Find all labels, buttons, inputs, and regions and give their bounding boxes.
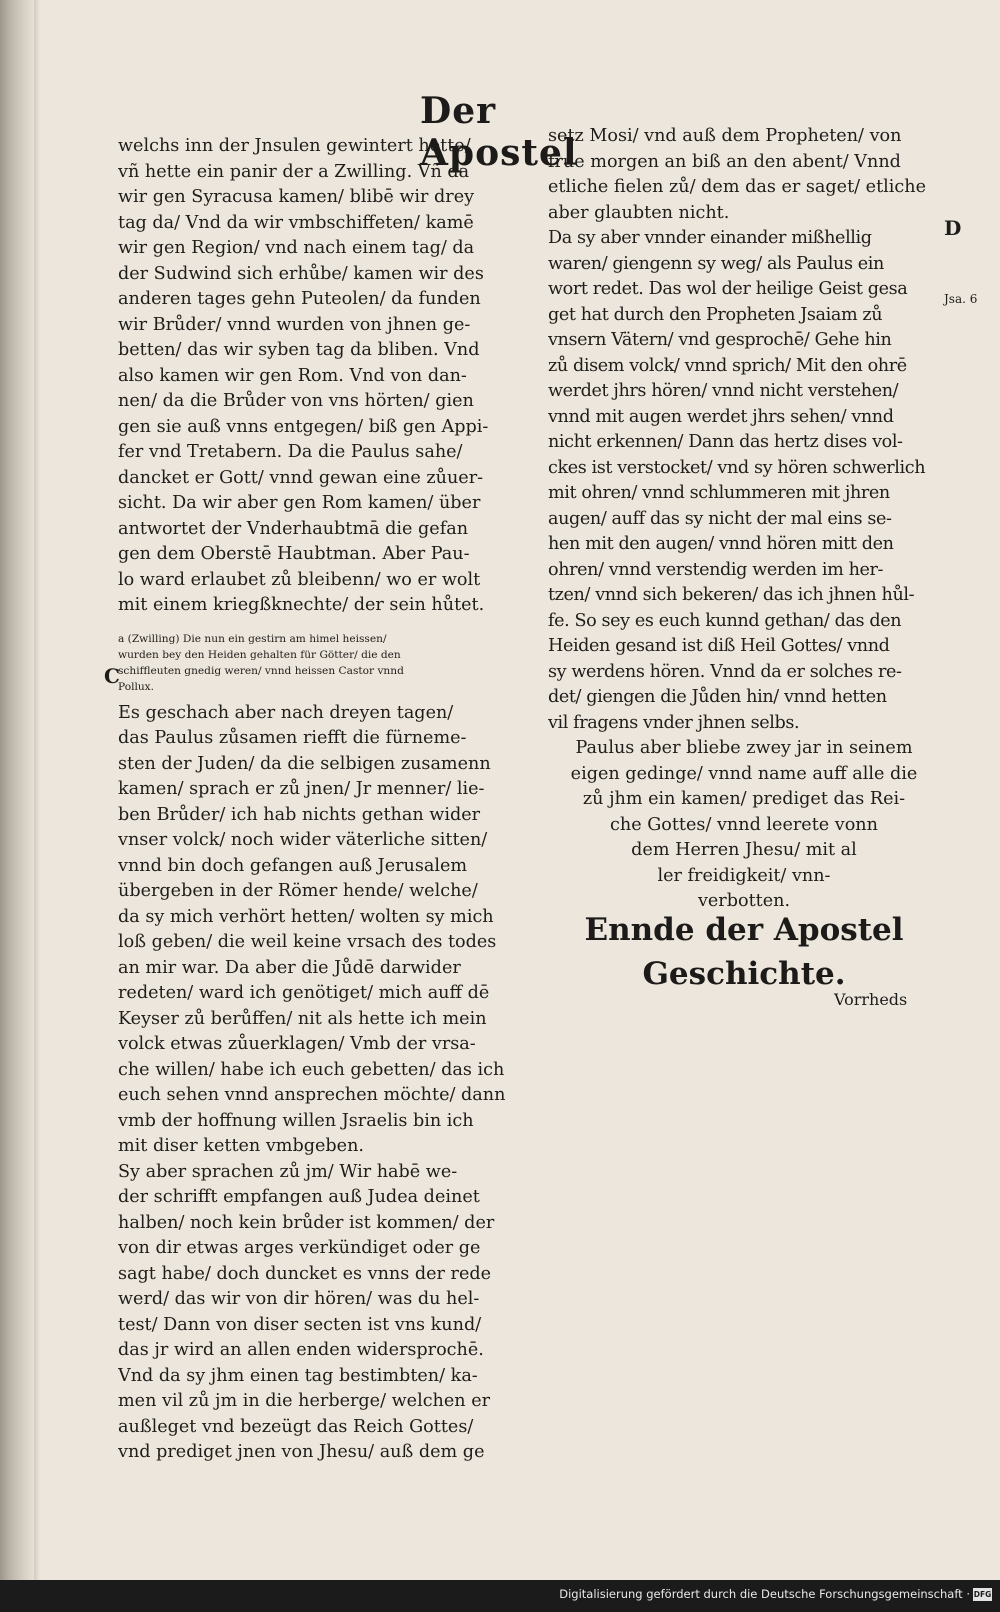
text-line: schiffleuten gnedig weren/ vnnd heissen Castor vnnd (118, 664, 404, 677)
left-text-top (118, 134, 548, 619)
text-line: get hat durch den Propheten Jsaiam zů (548, 304, 883, 325)
text-line: fe. So sey es euch kunnd gethan/ das den (548, 610, 902, 631)
text-line: also kamen wir gen Rom. Vnd von dan- (118, 365, 467, 386)
text-line: das Paulus zůsamen riefft die fürneme- (118, 728, 467, 748)
text-line: übergeben in der Römer hende/ welche/ (118, 881, 478, 901)
text-line: che Gottes/ vnnd leerete vonn (610, 814, 878, 835)
text-line: fer vnd Tretabern. Da die Paulus sahe/ (118, 442, 463, 462)
right-text-middle (548, 226, 940, 736)
left-text-bottom (118, 701, 548, 1466)
text-line: antwortet der Vnderhaubtmā die gefan (118, 518, 469, 539)
footer-bar (0, 1580, 1000, 1612)
text-line: gen sie auß vnns entgegen/ biß gen Appi- (118, 416, 489, 437)
text-line: augen/ auff das sy nicht der mal eins se- (548, 508, 892, 529)
text-line: werd/ das wir von dir hören/ was du hel- (118, 1289, 480, 1309)
side-reference: Jsa. 6 (944, 292, 978, 306)
section-marker-d: D (944, 216, 962, 240)
text-line: ben Brůder/ ich hab nichts gethan wider (118, 804, 481, 825)
text-line: wort redet. Das wol der heilige Geist gesa (548, 279, 908, 299)
text-line: mit ohren/ vnnd schlummeren mit jhren (548, 483, 890, 503)
text-line: Heiden gesand ist diß Heil Gottes/ vnnd (548, 636, 890, 656)
text-line: sten der Juden/ da die selbigen zusamenn (118, 753, 491, 774)
text-line: werdet jhrs hören/ vnnd nicht verstehen/ (548, 381, 899, 401)
text-line: wir Brůder/ vnnd wurden von jhnen ge- (118, 314, 471, 335)
text-line: men vil zů jm in die herberge/ welchen er (118, 1391, 491, 1411)
text-line: zů jhm ein kamen/ prediget das Rei- (582, 789, 906, 809)
end-title-line-1: Ennde der Apostel (584, 912, 904, 948)
text-line: der schrifft empfangen auß Judea deinet (118, 1187, 480, 1207)
text-line: anderen tages gehn Puteolen/ da funden (118, 289, 481, 309)
text-line: außleget vnd bezeügt das Reich Gottes/ (118, 1416, 474, 1437)
text-line: ckes ist verstocket/ vnd sy hören schwerlich (548, 457, 926, 478)
text-line: sagt habe/ doch duncket es vnns der rede (118, 1263, 492, 1284)
text-line: ler freidigkeit/ vnn- (657, 865, 831, 886)
text-line: vnsern Vätern/ vnd gesprochē/ Gehe hin (548, 330, 892, 350)
section-marker-c: C (104, 664, 120, 688)
text-line: Es geschach aber nach dreyen tagen/ (118, 702, 454, 723)
text-line: wurden bey den Heiden gehalten für Götter/ die den (118, 648, 401, 661)
text-line: test/ Dann von diser secten ist vns kund/ (118, 1314, 482, 1335)
text-line: betten/ das wir syben tag da bliben. Vnd (118, 340, 480, 360)
running-title: Der Apostel (420, 90, 578, 174)
text-line: Paulus aber bliebe zwey jar in seinem (575, 738, 913, 758)
right-text-end (548, 736, 940, 915)
text-line: ohren/ vnnd verstendig werden im her- (548, 559, 884, 580)
text-line: dancket er Gott/ vnnd gewan eine zůuer- (118, 467, 484, 488)
text-line: vnser volck/ noch wider väterliche sitten/ (118, 830, 488, 850)
text-line: Vnd da sy jhm einen tag bestimbten/ ka- (118, 1365, 478, 1386)
text-line: vñ hette ein panir der a Zwilling. Vñ da (118, 161, 470, 182)
text-line: nen/ da die Brůder von vns hörten/ gien (118, 391, 474, 411)
left-column (118, 134, 548, 1466)
text-line: euch sehen vnnd ansprechen möchte/ dann (118, 1085, 506, 1105)
text-line: an mir war. Da aber die Jůdē darwider (118, 957, 461, 978)
gutter-shadow (34, 0, 40, 1580)
text-line: aber glaubten nicht. (548, 202, 730, 223)
text-line: lo ward erlaubet zů bleibenn/ wo er wolt (118, 569, 481, 590)
text-line: Pollux. (118, 680, 155, 693)
text-line: zů disem volck/ vnnd sprich/ Mit den ohrē (548, 355, 907, 376)
text-line: mit diser ketten vmbgeben. (118, 1136, 365, 1156)
text-line: tag da/ Vnd da wir vmbschiffeten/ kamē (118, 212, 474, 233)
text-line: sicht. Da wir aber gen Rom kamen/ über (118, 493, 481, 513)
text-line: vil fragens vnder jhnen selbs. (548, 712, 800, 733)
text-line: vnnd mit augen werdet jhrs sehen/ vnnd (548, 406, 894, 427)
text-line: da sy mich verhört hetten/ wolten sy mich (118, 906, 494, 927)
text-line: a (Zwilling) Die nun ein gestirn am himel heissen/ (118, 632, 387, 645)
text-line: waren/ giengenn sy weg/ als Paulus ein (548, 253, 884, 274)
text-line: nicht erkennen/ Dann das hertz dises vol- (548, 432, 903, 452)
text-line: wir gen Region/ vnd nach einem tag/ da (118, 238, 475, 258)
text-line: von dir etwas arges verkündiget oder ge (118, 1238, 481, 1258)
text-line: welchs inn der Jnsulen gewintert hette/ (118, 136, 471, 156)
book-gutter (0, 0, 34, 1580)
text-line: hen mit den augen/ vnnd hören mitt den (548, 534, 894, 554)
text-line: setz Mosi/ vnd auß dem Propheten/ von (548, 126, 902, 146)
text-line: mit einem kriegßknechte/ der sein hůtet. (118, 595, 485, 615)
text-line: etliche fielen zů/ dem das er saget/ etliche (548, 177, 927, 197)
text-line: wir gen Syracusa kamen/ blibē wir drey (118, 187, 475, 207)
footer-credit: Digitalisierung gefördert durch die Deutsche Forschungsgemeinschaft · (559, 1587, 970, 1601)
right-column (548, 124, 940, 915)
text-line: tzen/ vnnd sich bekeren/ das ich jhnen hůl- (548, 585, 915, 605)
end-title (548, 908, 940, 996)
text-line: che willen/ habe ich euch gebetten/ das ich (118, 1059, 505, 1080)
text-line: det/ giengen die Jůden hin/ vnnd hetten (548, 687, 887, 707)
catchword: Vorrheds (834, 990, 908, 1009)
text-line: verbotten. (697, 891, 791, 911)
text-line: das jr wird an allen enden widersprochē. (118, 1340, 484, 1360)
end-title-line-2: Geschichte. (642, 956, 846, 992)
text-line: dem Herren Jhesu/ mit al (631, 840, 857, 860)
text-line: sy werdens hören. Vnnd da er solches re- (548, 661, 902, 682)
text-line: eigen gedinge/ vnnd name auff alle die (570, 763, 918, 784)
text-line: loß geben/ die weil keine vrsach des todes (118, 932, 497, 952)
text-line: gen dem Oberstē Haubtman. Aber Pau- (118, 544, 470, 564)
right-text-top (548, 124, 940, 226)
text-line: volck etwas zůuerklagen/ Vmb der vrsa- (118, 1034, 476, 1054)
text-line: frue morgen an biß an den abent/ Vnnd (548, 151, 901, 172)
text-line: redeten/ ward ich genötiget/ mich auff dē (118, 983, 490, 1003)
text-line: vnnd bin doch gefangen auß Jerusalem (118, 855, 468, 876)
text-line: Sy aber sprachen zů jm/ Wir habē we- (118, 1161, 458, 1182)
text-line: der Sudwind sich erhůbe/ kamen wir des (118, 263, 484, 284)
dfg-logo-icon: DFG (973, 1590, 992, 1599)
text-line: kamen/ sprach er zů jnen/ Jr menner/ lie- (118, 779, 485, 799)
text-line: Keyser zů berůffen/ nit als hette ich mein (118, 1008, 487, 1029)
text-line: Da sy aber vnnder einander mißhellig (548, 228, 872, 248)
marginal-note (118, 631, 548, 695)
text-line: halben/ noch kein brůder ist kommen/ der (118, 1212, 495, 1233)
text-line: vnd prediget jnen von Jhesu/ auß dem ge (118, 1442, 485, 1462)
text-line: vmb der hoffnung willen Jsraelis bin ich (118, 1110, 474, 1131)
